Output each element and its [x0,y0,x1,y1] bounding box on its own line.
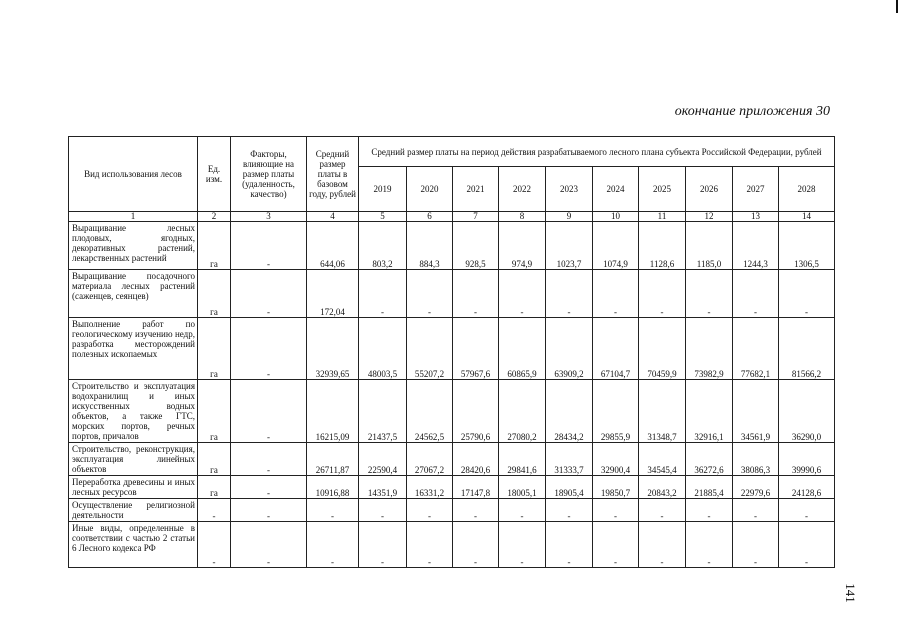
column-number: 8 [499,212,546,222]
year-value-cell: 29841,6 [499,443,546,476]
year-value-cell: - [639,522,686,568]
header-year: 2027 [733,167,779,212]
year-value-cell: 1244,3 [733,222,779,270]
usage-name: Выращивание лесных плодовых, ягодных, декоративных растений, лекарственных растений [69,222,198,270]
year-value-cell: - [593,499,639,522]
year-value-cell: - [639,270,686,318]
year-value-cell: - [733,499,779,522]
usage-name: Строительство, реконструкция, эксплуатация линейных объектов [69,443,198,476]
header-period: Средний размер платы на период действия разрабатываемого лесного плана субъекта Российской Федерации, рублей [359,137,835,167]
header-year: 2026 [686,167,733,212]
column-number: 3 [231,212,307,222]
usage-name: Переработка древесины и иных лесных ресурсов [69,476,198,499]
factor-cell: - [231,522,307,568]
table-row [69,270,835,318]
header-year: 2028 [779,167,835,212]
year-value-cell: 67104,7 [593,318,639,380]
base-value-cell: 32939,65 [307,318,359,380]
year-value-cell: 21885,4 [686,476,733,499]
year-value-cell: 28420,6 [453,443,499,476]
year-value-cell: 38086,3 [733,443,779,476]
factor-cell: - [231,476,307,499]
base-value-cell: - [307,499,359,522]
unit-cell: га [198,476,231,499]
year-value-cell: 55207,2 [407,318,453,380]
header-unit: Ед. изм. [198,137,231,212]
year-value-cell: 29855,9 [593,380,639,443]
usage-name: Осуществление религиозной деятельности [69,499,198,522]
header-year: 2024 [593,167,639,212]
column-number: 4 [307,212,359,222]
year-value-cell: - [733,522,779,568]
base-value-cell: 16215,09 [307,380,359,443]
year-value-cell: 60865,9 [499,318,546,380]
year-value-cell: - [546,522,593,568]
factor-cell: - [231,380,307,443]
year-value-cell: - [686,499,733,522]
table-row [69,499,835,522]
year-value-cell: 70459,9 [639,318,686,380]
base-value-cell: - [307,522,359,568]
year-value-cell: 22979,6 [733,476,779,499]
year-value-cell: 36290,0 [779,380,835,443]
year-value-cell: 20843,2 [639,476,686,499]
year-value-cell: - [453,522,499,568]
scan-edge-mark [896,0,898,13]
year-value-cell: 19850,7 [593,476,639,499]
factor-cell: - [231,318,307,380]
year-value-cell: 34545,4 [639,443,686,476]
header-usage: Вид использования лесов [69,137,198,212]
unit-cell: га [198,270,231,318]
column-number: 7 [453,212,499,222]
year-value-cell: 36272,6 [686,443,733,476]
factor-cell: - [231,443,307,476]
year-value-cell: 21437,5 [359,380,407,443]
column-number: 11 [639,212,686,222]
year-value-cell: 32916,1 [686,380,733,443]
column-number: 12 [686,212,733,222]
table-row [69,318,835,380]
page-number: 141 [842,583,858,603]
unit-cell: га [198,318,231,380]
unit-cell: га [198,222,231,270]
usage-name: Иные виды, определенные в соответствии с частью 2 статьи 6 Лесного кодекса РФ [69,522,198,568]
forest-fee-table [68,136,835,568]
usage-name: Выполнение работ по геологическому изучению недр, разработка месторождений полезных ископаемых [69,318,198,380]
header-year: 2021 [453,167,499,212]
year-value-cell: - [359,522,407,568]
year-value-cell: 1074,9 [593,222,639,270]
column-number: 10 [593,212,639,222]
year-value-cell: 25790,6 [453,380,499,443]
year-value-cell: 81566,2 [779,318,835,380]
header-factors: Факторы, влияющие на размер платы (удаленность, качество) [231,137,307,212]
year-value-cell: - [546,499,593,522]
year-value-cell: 48003,5 [359,318,407,380]
year-value-cell: 974,9 [499,222,546,270]
year-value-cell: - [407,270,453,318]
year-value-cell: 803,2 [359,222,407,270]
year-value-cell: - [779,270,835,318]
year-value-cell: - [593,522,639,568]
year-value-cell: 73982,9 [686,318,733,380]
year-value-cell: - [453,499,499,522]
factor-cell: - [231,222,307,270]
unit-cell: - [198,522,231,568]
year-value-cell: - [639,499,686,522]
year-value-cell: 24562,5 [407,380,453,443]
header-year: 2019 [359,167,407,212]
year-value-cell: - [359,270,407,318]
year-value-cell: - [686,522,733,568]
year-value-cell: 18905,4 [546,476,593,499]
column-number: 5 [359,212,407,222]
base-value-cell: 172,04 [307,270,359,318]
year-value-cell: 22590,4 [359,443,407,476]
year-value-cell: 63909,2 [546,318,593,380]
year-value-cell: - [359,499,407,522]
year-value-cell: - [407,499,453,522]
year-value-cell: - [779,499,835,522]
header-year: 2020 [407,167,453,212]
year-value-cell: - [407,522,453,568]
column-number: 9 [546,212,593,222]
year-value-cell: 32900,4 [593,443,639,476]
base-value-cell: 10916,88 [307,476,359,499]
year-value-cell: 34561,9 [733,380,779,443]
year-value-cell: 1023,7 [546,222,593,270]
year-value-cell: 884,3 [407,222,453,270]
year-value-cell: 28434,2 [546,380,593,443]
unit-cell: - [198,499,231,522]
year-value-cell: 1128,6 [639,222,686,270]
year-value-cell: 17147,8 [453,476,499,499]
table-row [69,476,835,499]
year-value-cell: - [779,522,835,568]
year-value-cell: 16331,2 [407,476,453,499]
header-year: 2023 [546,167,593,212]
year-value-cell: - [686,270,733,318]
year-value-cell: - [499,499,546,522]
table-row [69,443,835,476]
header-base-year: Средний размер платы в базовом году, рублей [307,137,359,212]
year-value-cell: 14351,9 [359,476,407,499]
header-year: 2022 [499,167,546,212]
year-value-cell: - [499,522,546,568]
column-number: 2 [198,212,231,222]
year-value-cell: 77682,1 [733,318,779,380]
factor-cell: - [231,499,307,522]
year-value-cell: - [499,270,546,318]
year-value-cell: 18005,1 [499,476,546,499]
year-value-cell: - [593,270,639,318]
column-number: 14 [779,212,835,222]
year-value-cell: - [546,270,593,318]
appendix-caption: окончание приложения 30 [674,104,830,119]
usage-name: Выращивание посадочного материала лесных растений (саженцев, сеянцев) [69,270,198,318]
year-value-cell: 928,5 [453,222,499,270]
year-value-cell: 24128,6 [779,476,835,499]
column-number: 6 [407,212,453,222]
table-row [69,222,835,270]
base-value-cell: 644,06 [307,222,359,270]
year-value-cell: 31333,7 [546,443,593,476]
usage-name: Строительство и эксплуатация водохранилищ и иных искусственных водных объектов, а также ГТС, морских портов, речных портов, причалов [69,380,198,443]
unit-cell: га [198,443,231,476]
column-number: 1 [69,212,198,222]
table-row [69,522,835,568]
base-value-cell: 26711,87 [307,443,359,476]
year-value-cell: 27067,2 [407,443,453,476]
table-row [69,380,835,443]
unit-cell: га [198,380,231,443]
year-value-cell: 31348,7 [639,380,686,443]
year-value-cell: 1306,5 [779,222,835,270]
factor-cell: - [231,270,307,318]
year-value-cell: 1185,0 [686,222,733,270]
year-value-cell: 57967,6 [453,318,499,380]
column-number: 13 [733,212,779,222]
year-value-cell: - [453,270,499,318]
year-value-cell: 39990,6 [779,443,835,476]
header-year: 2025 [639,167,686,212]
year-value-cell: - [733,270,779,318]
year-value-cell: 27080,2 [499,380,546,443]
